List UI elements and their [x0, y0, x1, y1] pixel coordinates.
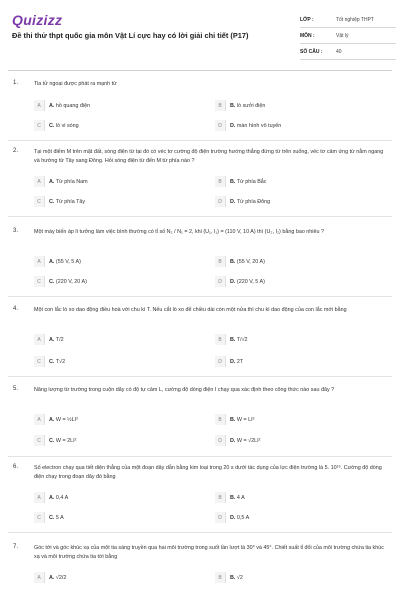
option-letter-badge: B — [215, 572, 226, 583]
option-a[interactable] — [34, 572, 194, 583]
option-d[interactable] — [215, 512, 375, 523]
meta-row-class — [300, 12, 396, 28]
question-number: 2. — [13, 148, 19, 154]
option-label: C. — [49, 198, 55, 205]
option-b[interactable] — [215, 572, 375, 583]
option-c[interactable] — [34, 276, 194, 287]
meta-value: Vật lý — [336, 32, 349, 39]
option-text: (220 V, 5 A) — [236, 278, 265, 285]
option-label: B. — [230, 416, 236, 423]
option-c[interactable] — [34, 435, 194, 446]
option-letter-badge: B — [215, 176, 226, 187]
option-text: màn hình vô tuyến — [236, 122, 282, 129]
option-b[interactable] — [215, 100, 375, 111]
option-label: D. — [230, 198, 236, 205]
option-text: T/2 — [55, 336, 64, 343]
option-letter-badge: A — [34, 414, 45, 425]
option-text: (55 V, 5 A) — [55, 258, 81, 265]
option-label: B. — [230, 574, 236, 581]
option-text: W = ½LI² — [55, 416, 78, 423]
option-letter-badge: D — [215, 512, 226, 523]
option-label: D. — [230, 514, 236, 521]
question-text: Số electron chạy qua tiết diện thẳng của một đoạn dây dẫn bằng kim loại trong 20 s dưới tác dụng của lực điện trường là 5. 10¹⁹. Cường độ dòng điện chạy trong đoạn dây đó bằng — [34, 465, 382, 480]
option-a[interactable] — [34, 334, 194, 345]
option-b[interactable] — [215, 256, 375, 267]
option-b[interactable] — [215, 492, 375, 503]
option-label: B. — [230, 258, 236, 265]
option-label: A. — [49, 102, 55, 109]
option-text: T/√2 — [236, 336, 248, 343]
option-c[interactable] — [34, 356, 194, 367]
option-text: Từ phía Bắc — [236, 178, 267, 185]
option-text: hồ quang điện — [55, 102, 91, 109]
option-text: Từ phía Đông — [236, 198, 271, 205]
option-a[interactable] — [34, 414, 194, 425]
option-label: C. — [49, 358, 55, 365]
option-letter-badge: A — [34, 176, 45, 187]
question-number: 3. — [13, 228, 19, 234]
option-letter-badge: A — [34, 492, 45, 503]
option-label: B. — [230, 102, 236, 109]
question-divider — [8, 140, 392, 141]
option-d[interactable] — [215, 196, 375, 207]
option-letter-badge: B — [215, 256, 226, 267]
option-text: 2T — [236, 358, 244, 365]
option-letter-badge: C — [34, 356, 45, 367]
option-d[interactable] — [215, 356, 375, 367]
option-label: A. — [49, 258, 55, 265]
option-d[interactable] — [215, 435, 375, 446]
header-divider — [8, 70, 392, 71]
question-number: 1. — [13, 80, 19, 86]
option-letter-badge: B — [215, 334, 226, 345]
option-label: D. — [230, 278, 236, 285]
option-letter-badge: A — [34, 100, 45, 111]
option-label: A. — [49, 494, 55, 501]
question-number: 7. — [13, 544, 19, 550]
option-a[interactable] — [34, 100, 194, 111]
option-text: Từ phía Nam — [55, 178, 88, 185]
question-text: Tại một điểm M trên mặt đất, sóng điện từ tại đó có véc tơ cường độ điện trường hướng thẳng đứng từ trên xuống, véc tơ cảm ứng từ nằm ngang và hướng từ Tây sang Đông. Hỏi sóng điện từ đến M từ phía nào ? — [34, 149, 384, 164]
page-title: Đề thi thử thpt quốc gia môn Vật Lí cực hay có lời giải chi tiết (P17) — [12, 31, 249, 40]
option-letter-badge: B — [215, 492, 226, 503]
question-number: 5. — [13, 386, 19, 392]
option-label: C. — [49, 514, 55, 521]
question-text: Một con lắc lò xo dao động điều hoà với chu kì T. Nếu cắt lò xo để chiều dài còn một nửa thì chu kì dao động của con lắc mới bằng — [34, 307, 347, 313]
option-label: C. — [49, 278, 55, 285]
option-letter-badge: A — [34, 256, 45, 267]
option-text: 4 A — [236, 494, 245, 501]
option-label: D. — [230, 122, 236, 129]
option-text: 0,4 A — [55, 494, 69, 501]
option-label: D. — [230, 358, 236, 365]
worksheet-header — [0, 0, 400, 72]
option-label: C. — [49, 437, 55, 444]
option-letter-badge: B — [215, 100, 226, 111]
option-letter-badge: C — [34, 120, 45, 131]
meta-label: MÔN : — [300, 32, 315, 39]
option-text: W = LI² — [236, 416, 255, 423]
option-d[interactable] — [215, 276, 375, 287]
option-c[interactable] — [34, 120, 194, 131]
option-letter-badge: D — [215, 435, 226, 446]
option-label: D. — [230, 437, 236, 444]
option-letter-badge: D — [215, 196, 226, 207]
option-text: (55 V, 20 A) — [236, 258, 265, 265]
option-letter-badge: C — [34, 435, 45, 446]
option-text: √2 — [236, 574, 243, 581]
question-number: 6. — [13, 464, 19, 470]
option-label: C. — [49, 122, 55, 129]
option-b[interactable] — [215, 176, 375, 187]
option-text: lò sưởi điện — [236, 102, 266, 109]
question-divider — [8, 216, 392, 217]
option-b[interactable] — [215, 334, 375, 345]
option-letter-badge: D — [215, 356, 226, 367]
option-text: 5 A — [55, 514, 64, 521]
option-letter-badge: D — [215, 276, 226, 287]
option-b[interactable] — [215, 414, 375, 425]
option-label: A. — [49, 416, 55, 423]
meta-table — [300, 12, 396, 60]
option-label: A. — [49, 574, 55, 581]
option-text: lò vi sóng — [55, 122, 79, 129]
option-letter-badge: C — [34, 512, 45, 523]
question-text: Một máy biến áp lí tưởng làm việc bình thường có tỉ số N₂ / N₁ = 2, khi (U₁, I₁) = (110 V, 10 A) thì (U₂, I₂) bằng bao nhiêu ? — [34, 229, 324, 235]
meta-value: 40 — [336, 48, 342, 55]
question-text: Góc tới và góc khúc xạ của một tia sáng truyền qua hai môi trường trong suốt lần lượt là 30° và 45°. Chiết suất tỉ đối của môi trường chứa tia khúc xạ và môi trường chứa tia tới bằng — [34, 545, 384, 560]
option-text: (220 V, 20 A) — [55, 278, 87, 285]
question-divider — [8, 296, 392, 297]
option-text: 0,5 A — [236, 514, 250, 521]
question-divider — [8, 376, 392, 377]
meta-label: LỚP : — [300, 16, 314, 23]
question-number: 4. — [13, 306, 19, 312]
option-label: A. — [49, 178, 55, 185]
meta-row-subject — [300, 28, 396, 44]
option-label: B. — [230, 178, 236, 185]
question-text: Năng lượng từ trường trong cuộn dây có độ tự cảm L, cường độ dòng điện I chạy qua xác định theo công thức nào sau đây ? — [34, 387, 335, 393]
option-letter-badge: D — [215, 120, 226, 131]
option-label: B. — [230, 336, 236, 343]
option-letter-badge: C — [34, 276, 45, 287]
meta-label: SỐ CÂU : — [300, 48, 323, 55]
option-a[interactable] — [34, 176, 194, 187]
option-label: B. — [230, 494, 236, 501]
meta-row-count — [300, 44, 396, 60]
option-text: T√2 — [55, 358, 66, 365]
option-text: Từ phía Tây — [55, 198, 86, 205]
option-letter-badge: A — [34, 334, 45, 345]
question-text: Tia tử ngoại được phát ra mạnh từ — [34, 81, 117, 87]
option-text: W = 2LI² — [55, 437, 77, 444]
option-letter-badge: B — [215, 414, 226, 425]
option-c[interactable] — [34, 196, 194, 207]
option-text: √2/2 — [55, 574, 67, 581]
option-text: W = √2LI² — [236, 437, 261, 444]
question-divider — [8, 532, 392, 533]
option-label: A. — [49, 336, 55, 343]
quizizz-logo[interactable]: Quizizz — [12, 12, 63, 28]
option-letter-badge: C — [34, 196, 45, 207]
option-a[interactable] — [34, 256, 194, 267]
option-letter-badge: A — [34, 572, 45, 583]
question-divider — [8, 456, 392, 457]
option-a[interactable] — [34, 492, 194, 503]
meta-value: Tốt nghiệp THPT — [336, 16, 374, 23]
option-d[interactable] — [215, 120, 375, 131]
option-c[interactable] — [34, 512, 194, 523]
